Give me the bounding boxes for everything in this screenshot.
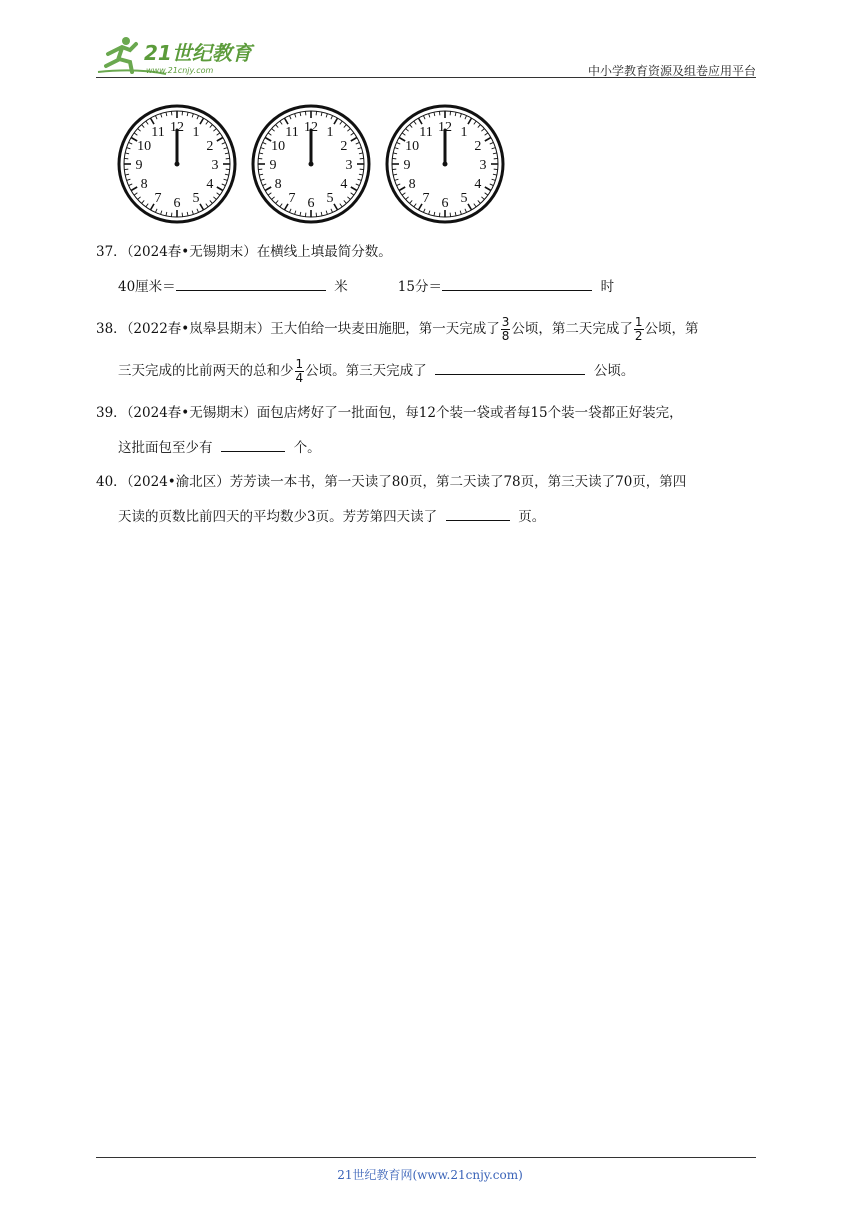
answer-unit: 页。 xyxy=(518,509,546,525)
clock-number: 9 xyxy=(269,158,277,173)
answer-blank-39[interactable] xyxy=(221,437,285,452)
fraction-1-2 xyxy=(634,316,644,343)
answer-blank-40[interactable] xyxy=(446,506,510,521)
question-37-items xyxy=(118,276,614,297)
clock-number: 4 xyxy=(340,177,348,192)
clock-number: 10 xyxy=(405,139,420,154)
question-text: 公顷。第三天完成了 xyxy=(305,363,427,379)
clock-number: 1 xyxy=(460,125,468,141)
question-text: 在横线上填最简分数。 xyxy=(256,244,392,260)
clock-number: 12 xyxy=(170,120,184,135)
clock-number: 3 xyxy=(345,158,353,173)
question-text: 王大伯给一块麦田施肥，第一天完成了 xyxy=(270,321,500,337)
footer-text: 21世纪教育网(www.21cnjy.com) xyxy=(337,1168,523,1182)
clock-number: 8 xyxy=(140,177,148,192)
item1-prefix: 40厘米＝ xyxy=(118,279,176,295)
clock-center xyxy=(443,162,448,167)
clock-number: 3 xyxy=(211,158,219,173)
question-37 xyxy=(96,242,392,262)
clock-number: 2 xyxy=(340,139,348,154)
header-divider xyxy=(96,77,756,78)
clock-number: 10 xyxy=(137,139,152,154)
clock-number: 6 xyxy=(441,196,449,211)
clock-number: 9 xyxy=(403,158,411,173)
clock-number: 7 xyxy=(154,190,162,206)
question-number: 40． xyxy=(96,474,127,490)
question-39-line1 xyxy=(96,403,683,423)
fraction-numerator: 1 xyxy=(295,357,304,371)
answer-unit: 公顷。 xyxy=(593,363,635,379)
clock-number: 7 xyxy=(422,190,430,206)
svg-text:www.21cnjy.com: www.21cnjy.com xyxy=(146,66,214,75)
item1-unit: 米 xyxy=(334,279,348,295)
clock-3 xyxy=(384,103,506,225)
question-number: 39． xyxy=(96,405,127,421)
fraction-denominator: 2 xyxy=(634,329,643,343)
page-header xyxy=(96,32,756,78)
header-platform-text: 中小学教育资源及组卷应用平台 xyxy=(587,64,756,78)
answer-blank-37b[interactable] xyxy=(442,276,592,291)
svg-text:21世纪教育: 21世纪教育 xyxy=(144,41,252,65)
clock-center xyxy=(309,162,314,167)
fraction-denominator: 8 xyxy=(501,329,510,343)
clock-2 xyxy=(250,103,372,225)
question-source: （2024•渝北区） xyxy=(126,474,230,490)
clock-number: 6 xyxy=(307,196,315,211)
answer-blank-38[interactable] xyxy=(435,360,585,375)
question-text: 这批面包至少有 xyxy=(118,440,213,456)
fraction-3-8 xyxy=(501,316,511,343)
clock-number: 8 xyxy=(408,177,416,192)
clock-number: 8 xyxy=(274,177,282,192)
clock-number: 12 xyxy=(438,120,452,135)
clock-number: 2 xyxy=(474,139,482,154)
clock-number: 11 xyxy=(419,125,433,141)
clock-number: 6 xyxy=(173,196,181,211)
clock-number: 5 xyxy=(460,190,468,206)
question-40-line1 xyxy=(96,472,686,492)
fraction-numerator: 1 xyxy=(634,315,643,329)
fraction-denominator: 4 xyxy=(295,371,304,385)
clock-number: 11 xyxy=(285,125,299,141)
question-number: 38． xyxy=(96,321,127,337)
clock-number: 10 xyxy=(271,139,286,154)
item2-unit: 时 xyxy=(600,279,615,295)
question-text: 公顷，第 xyxy=(644,321,699,337)
question-source: （2022春•岚皋县期末） xyxy=(126,321,271,337)
clock-number: 7 xyxy=(288,190,296,206)
question-text: 天读的页数比前四天的平均数少3页。芳芳第四天读了 xyxy=(118,509,438,525)
answer-blank-37a[interactable] xyxy=(176,276,326,291)
question-number: 37． xyxy=(96,244,127,260)
clock-number: 5 xyxy=(326,190,334,206)
question-source: （2024春•无锡期末） xyxy=(126,405,257,421)
clock-1 xyxy=(116,103,238,225)
clock-number: 5 xyxy=(192,190,200,206)
question-text: 三天完成的比前两天的总和少 xyxy=(118,363,294,379)
footer-divider xyxy=(96,1157,756,1158)
answer-unit: 个。 xyxy=(293,440,321,456)
clock-number: 11 xyxy=(151,125,165,141)
question-source: （2024春•无锡期末） xyxy=(126,244,257,260)
question-text: 芳芳读一本书，第一天读了80页，第二天读了78页，第三天读了70页，第四 xyxy=(229,474,687,490)
clock-number: 3 xyxy=(479,158,487,173)
clock-number: 9 xyxy=(135,158,143,173)
clock-center xyxy=(175,162,180,167)
question-39-line2 xyxy=(118,437,321,458)
question-text: 面包店烤好了一批面包，每12个装一袋或者每15个装一袋都正好装完， xyxy=(256,405,683,421)
question-38-line1 xyxy=(96,316,699,343)
item2-prefix: 15分＝ xyxy=(397,279,442,295)
fraction-numerator: 3 xyxy=(501,315,510,329)
clock-number: 4 xyxy=(206,177,214,192)
question-text: 公顷，第二天完成了 xyxy=(511,321,633,337)
question-38-line2 xyxy=(118,358,634,385)
clock-number: 12 xyxy=(304,120,318,135)
site-logo xyxy=(96,32,256,78)
clock-number: 4 xyxy=(474,177,482,192)
question-40-line2 xyxy=(118,506,545,527)
clock-number: 1 xyxy=(326,125,334,141)
clock-number: 1 xyxy=(192,125,200,141)
fraction-1-4 xyxy=(295,358,305,385)
clock-number: 2 xyxy=(206,139,214,154)
